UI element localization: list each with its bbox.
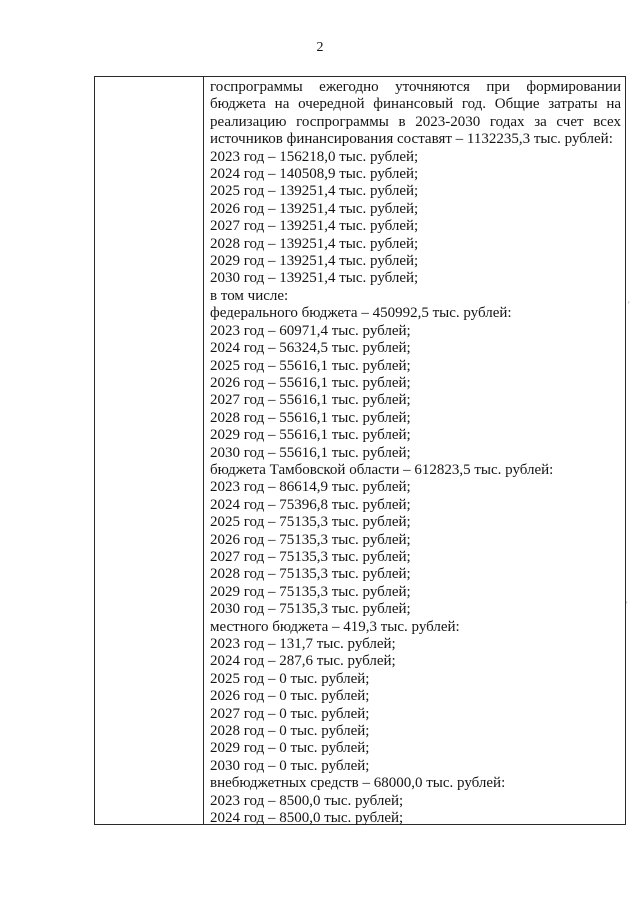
funding-line: 2027 год – 75135,3 тыс. рублей; [210, 548, 411, 565]
funding-line: 2030 год – 0 тыс. рублей; [210, 757, 370, 774]
funding-line: 2023 год – 60971,4 тыс. рублей; [210, 322, 411, 339]
scan-artifact-mark: ' [626, 600, 628, 610]
funding-line: внебюджетных средств – 68000,0 тыс. рублей: [210, 775, 506, 792]
funding-line: 2027 год – 139251,4 тыс. рублей; [210, 218, 419, 235]
funding-line: 2029 год – 75135,3 тыс. рублей; [210, 583, 411, 600]
funding-lines-list [210, 149, 621, 828]
funding-line: 2023 год – 86614,9 тыс. рублей; [210, 479, 411, 496]
scan-artifact-mark: ' [628, 300, 630, 310]
funding-line: 2026 год – 139251,4 тыс. рублей; [210, 200, 419, 217]
funding-line: 2025 год – 0 тыс. рублей; [210, 670, 370, 687]
table-right-cell [210, 79, 621, 827]
funding-intro-paragraph: госпрограммы ежегодно уточняются при формировании бюджета на очередной финансовый год. Общие затраты на реализацию госпрограммы в 2023-2030 годах за счет всех источников финансирования составят – 1132235,3 тыс. рублей: [210, 79, 621, 148]
funding-line: 2026 год – 75135,3 тыс. рублей; [210, 531, 411, 548]
funding-table [94, 76, 626, 825]
funding-line: 2024 год – 140508,9 тыс. рублей; [210, 166, 419, 183]
funding-line: 2024 год – 56324,5 тыс. рублей; [210, 340, 411, 357]
funding-line: федерального бюджета – 450992,5 тыс. рублей: [210, 305, 512, 322]
funding-line: 2028 год – 0 тыс. рублей; [210, 723, 370, 740]
funding-line: 2028 год – 75135,3 тыс. рублей; [210, 566, 411, 583]
funding-line: 2024 год – 8500,0 тыс. рублей; [210, 810, 404, 827]
funding-line: 2029 год – 0 тыс. рублей; [210, 740, 370, 757]
funding-line: 2025 год – 139251,4 тыс. рублей; [210, 183, 419, 200]
funding-line: 2027 год – 55616,1 тыс. рублей; [210, 392, 411, 409]
funding-line: 2026 год – 0 тыс. рублей; [210, 688, 370, 705]
funding-line: 2023 год – 156218,0 тыс. рублей; [210, 148, 419, 165]
funding-line: 2030 год – 139251,4 тыс. рублей; [210, 270, 419, 287]
funding-line: 2025 год – 55616,1 тыс. рублей; [210, 357, 411, 374]
funding-line: 2024 год – 287,6 тыс. рублей; [210, 653, 396, 670]
funding-line: 2023 год – 8500,0 тыс. рублей; [210, 792, 404, 809]
table-left-cell [95, 77, 204, 824]
funding-line: 2026 год – 55616,1 тыс. рублей; [210, 374, 411, 391]
page-number: 2 [316, 40, 324, 55]
funding-line: 2028 год – 55616,1 тыс. рублей; [210, 409, 411, 426]
funding-line: 2030 год – 55616,1 тыс. рублей; [210, 444, 411, 461]
funding-line: 2023 год – 131,7 тыс. рублей; [210, 636, 396, 652]
funding-line: 2028 год – 139251,4 тыс. рублей; [210, 235, 419, 252]
funding-line: 2025 год – 75135,3 тыс. рублей; [210, 514, 411, 531]
funding-line: 2029 год – 139251,4 тыс. рублей; [210, 253, 419, 270]
funding-line: 2024 год – 75396,8 тыс. рублей; [210, 496, 411, 513]
funding-line: бюджета Тамбовской области – 612823,5 тыс. рублей: [210, 461, 554, 478]
funding-line: 2027 год – 0 тыс. рублей; [210, 705, 370, 722]
funding-line: 2029 год – 55616,1 тыс. рублей; [210, 427, 411, 444]
funding-line: 2030 год – 75135,3 тыс. рублей; [210, 601, 411, 618]
funding-line: местного бюджета – 419,3 тыс. рублей: [210, 618, 460, 635]
funding-line: в том числе: [210, 287, 289, 304]
